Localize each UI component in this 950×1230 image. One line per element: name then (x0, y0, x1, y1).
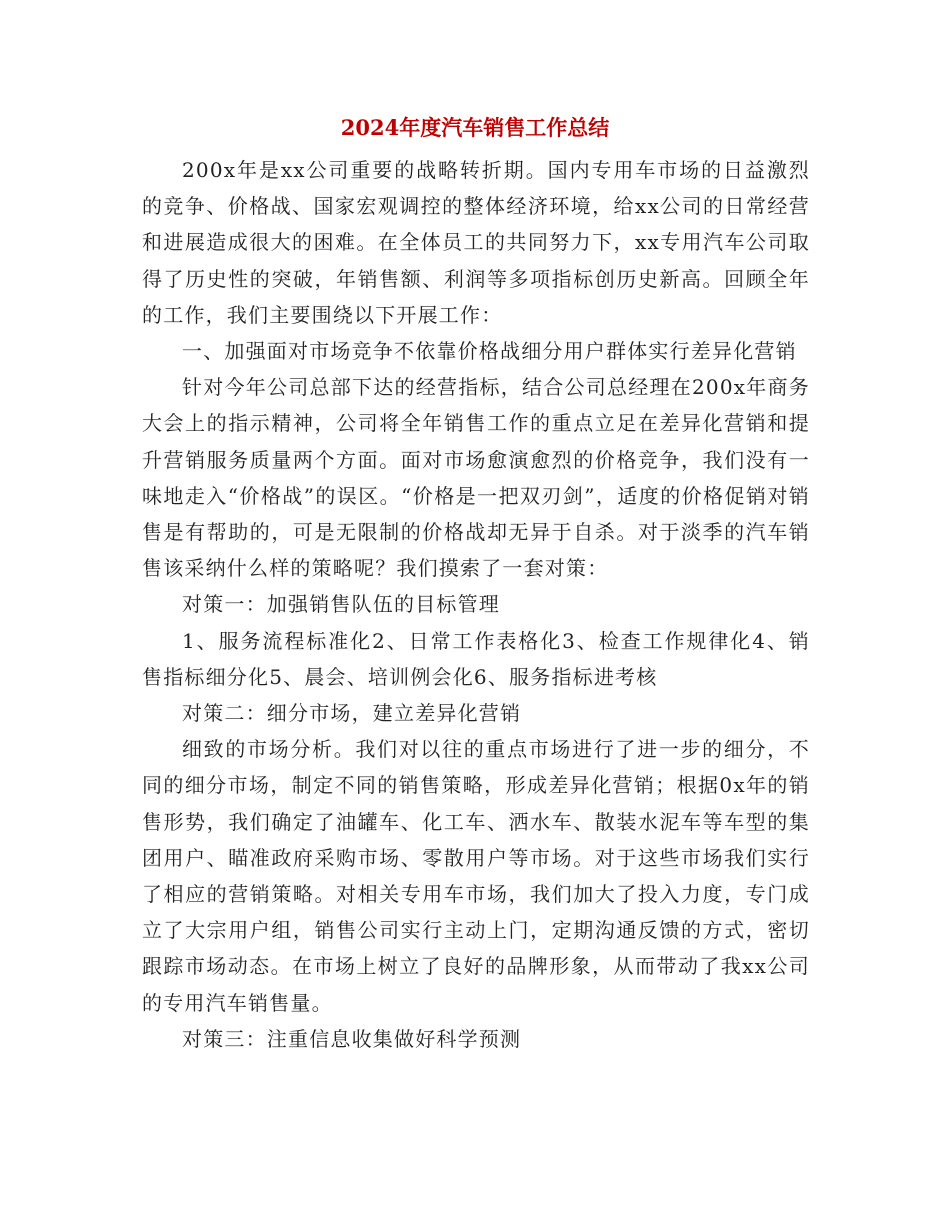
paragraph-market-analysis: 细致的市场分析。我们对以往的重点市场进行了进一步的细分，不同的细分市场，制定不同的销售策略，形成差异化营销；根据0x年的销售形势，我们确定了油罐车、化工车、洒水车、散装水泥车等车型的集团用户、瞄准政府采购市场、零散用户等市场。对于这些市场我们实行了相应的营销策略。对相关专用车市场，我们加大了投入力度，专门成立了大宗用户组，销售公司实行主动上门，定期沟通反馈的方式，密切跟踪市场动态。在市场上树立了良好的品牌形象，从而带动了我xx公司的专用汽车销售量。 (142, 737, 810, 1015)
countermeasure-2-heading: 对策二：细分市场，建立差异化营销 (182, 701, 522, 726)
document-body (142, 152, 810, 1057)
countermeasure-1-list: 1、服务流程标准化2、日常工作表格化3、检查工作规律化4、销售指标细分化5、晨会、培训例会化6、服务指标进考核 (142, 628, 810, 689)
paragraph-intro: 200x年是xx公司重要的战略转折期。国内专用车市场的日益激烈的竞争、价格战、国家宏观调控的整体经济环境，给xx公司的日常经营和进展造成很大的困难。在全体员工的共同努力下，xx专用汽车公司取得了历史性的突破，年销售额、利润等多项指标创历史新高。回顾全年的工作，我们主要围绕以下开展工作： (142, 158, 810, 327)
countermeasure-1-heading: 对策一：加强销售队伍的目标管理 (182, 592, 500, 617)
paragraph-strategy: 针对今年公司总部下达的经营指标，结合公司总经理在200x年商务大会上的指示精神，公司将全年销售工作的重点立足在差异化营销和提升营销服务质量两个方面。面对市场愈演愈烈的价格竞争，我们没有一味地走入“价格战”的误区。“价格是一把双刃剑”，适度的价格促销对销售是有帮助的，可是无限制的价格战却无异于自杀。对于淡季的汽车销售该采纳什么样的策略呢？我们摸索了一套对策： (142, 375, 810, 581)
document-title: 2024年度汽车销售工作总结 (340, 115, 610, 140)
countermeasure-3-heading: 对策三：注重信息收集做好科学预测 (182, 1026, 522, 1051)
section-heading-1: 一、加强面对市场竞争不依靠价格战细分用户群体实行差异化营销 (182, 339, 797, 364)
